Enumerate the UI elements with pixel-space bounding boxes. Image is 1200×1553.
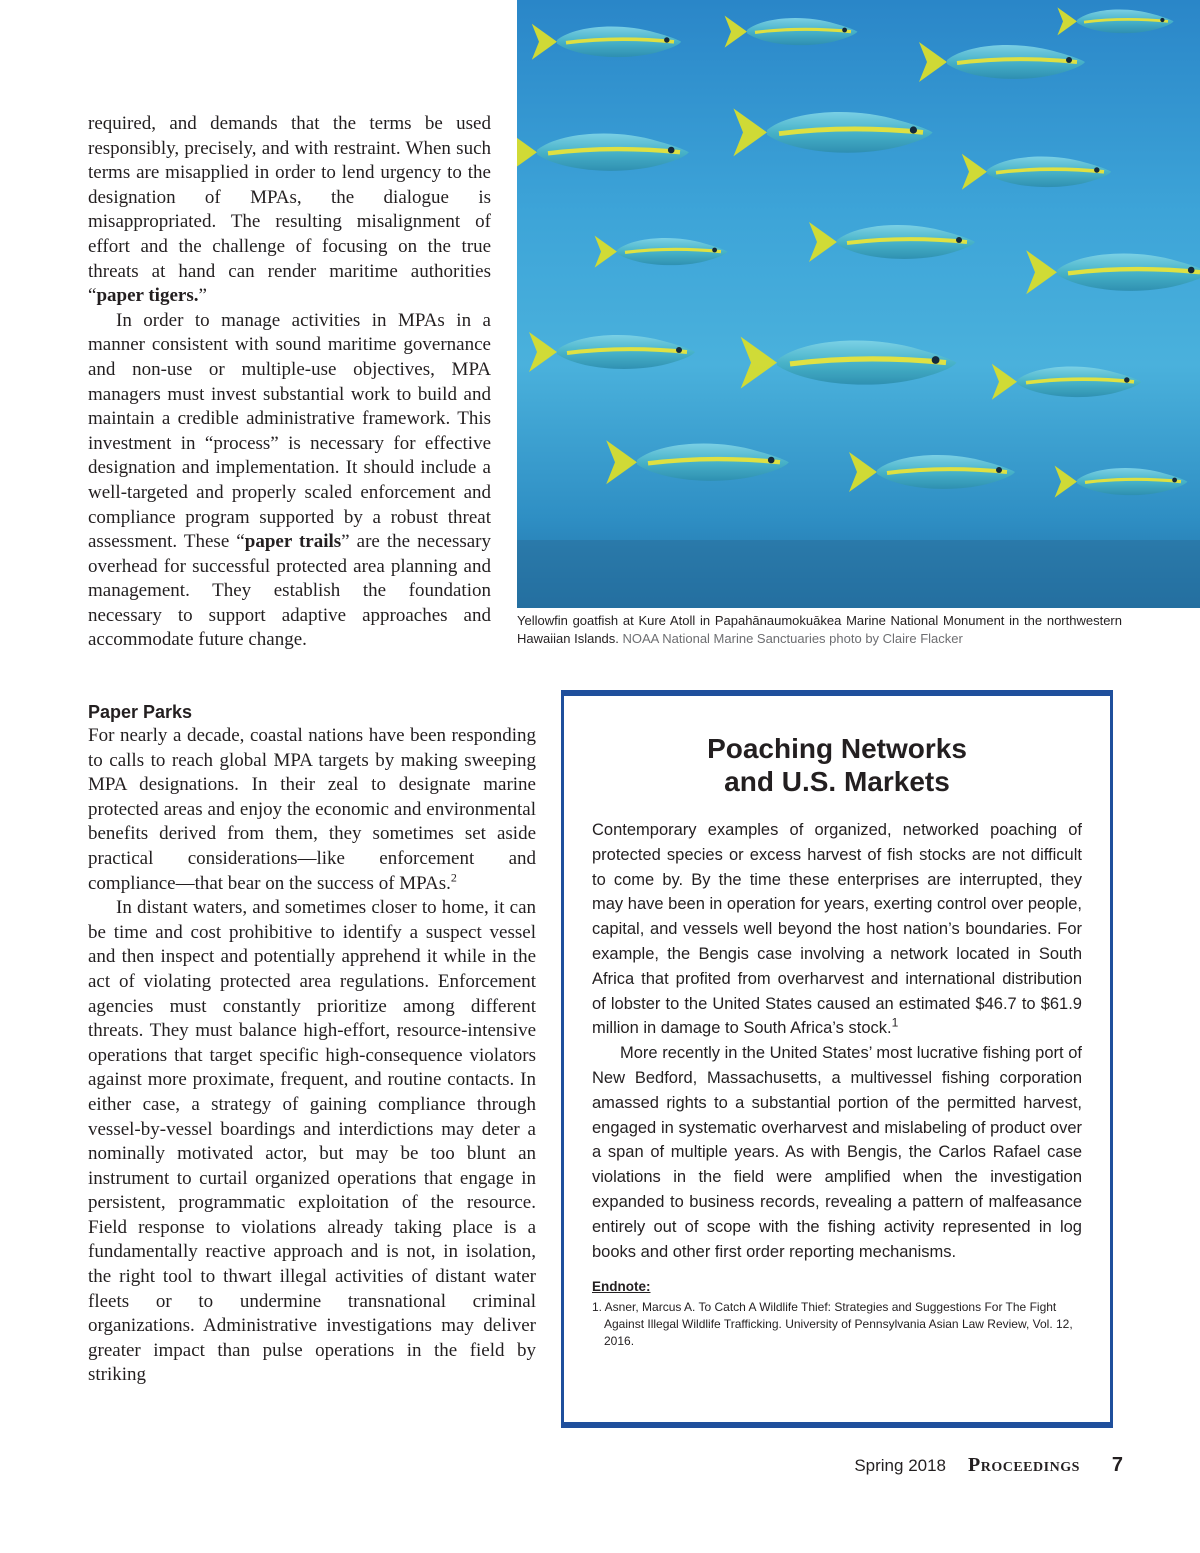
- sidebar-title: Poaching Networks and U.S. Markets: [707, 733, 967, 797]
- photo-credit: NOAA National Marine Sanctuaries photo by Claire Flacker: [622, 631, 963, 646]
- fish-school-illustration: [517, 0, 1200, 608]
- emphasis-paper-trails: paper trails: [244, 531, 342, 553]
- paragraph: In order to manage activities in MPAs in a manner consistent with sound maritime governance and non-use or multiple-use objectives, MPA managers must invest substantial work to build and maintain a credible administrative framework. This investment in “process” is necessary for effective designation and implementation. It should include a well-targeted and properly scaled enforcement and compliance program supported by a robust threat assessment. These “paper trails” are the necessary overhead for successful protected area planning and management. They establish the foundation necessary to support adaptive approaches and accommodate future change.: [88, 309, 492, 651]
- emphasis-paper-tigers: paper tigers.: [96, 285, 199, 307]
- sidebar-box: [561, 690, 1113, 1428]
- paragraph: required, and demands that the terms be used responsibly, precisely, and with restraint. When such terms are misapplied in order to lend urgency to the designation of MPAs, the dialogue is misappropriated. The resulting misalignment of effort and the challenge of focusing on the true threats at hand can render maritime authorities “paper tigers.”: [88, 113, 491, 307]
- footnote-ref: 2: [450, 870, 457, 885]
- photo-caption: Yellowfin goatfish at Kure Atoll in Papahānaumokuākea Marine National Monument in the northwestern Hawaiian Islands. NOAA National Marine Sanctuaries photo by Claire Flacker: [517, 613, 1122, 646]
- paragraph: More recently in the United States’ most lucrative fishing port of New Bedford, Massachusetts, a multivessel fishing corporation amassed rights to a substantial portion of the permitted harvest, engaged in systematic overharvest and mislabeling of product over a span of multiple years. As with Bengis, the Carlos Rafael case violations in the field were amplified when the investigation expanded to business records, revealing a pattern of malfeasance entirely out of scope with the fishing activity represented in log books and other first order reporting mechanisms.: [592, 1044, 1082, 1261]
- paper-parks-section: [88, 700, 536, 1388]
- endnote-heading: Endnote:: [592, 1279, 651, 1295]
- endnote: 1. Asner, Marcus A. To Catch A Wildlife Thief: Strategies and Suggestions For The Fight Against Illegal Wildlife Trafficking. University of Pennsylvania Asian Law Review, Vol. 12, 2016.: [592, 1300, 1073, 1349]
- paragraph: For nearly a decade, coastal nations have been responding to calls to reach global MPA targets by making sweeping MPA designations. In their zeal to designate marine protected areas and enjoy the economic and environmental benefits derived from them, they sometimes set aside practical considerations—like enforcement and compliance—that bear on the success of MPAs.$^2$: [88, 725, 536, 894]
- magazine-name: Proceedings: [968, 1454, 1080, 1476]
- paragraph: In distant waters, and sometimes closer to home, it can be time and cost prohibitive to identify a suspect vessel and then inspect and potentially apprehend it while in the act of violating protected area regulations. Enforcement agencies must constantly prioritize among different threats. They must balance high-effort, resource-intensive operations that target specific high-consequence violators against more proximate, frequent, and routine contacts. In either case, a strategy of gaining compliance through vessel-by-vessel boardings and interdictions may deter a nominally motivated actor, but may be too blunt an instrument to curtail organized operations that engage in persistent, programmatic exploitation of the resource. Field response to violations already taking place is a fundamentally reactive approach and is not, in isolation, the right tool to thwart illegal activities of distant water fleets or to undermine transnational criminal organizations. Administrative investigations may deliver greater impact than pulse operations in the field by striking: [88, 897, 536, 1386]
- page-number: 7: [1111, 1454, 1123, 1476]
- page-footer: [793, 1454, 1123, 1482]
- footnote-ref: 1: [891, 1015, 899, 1030]
- top-text-column: [88, 112, 491, 653]
- section-heading: Paper Parks: [88, 702, 193, 722]
- goatfish-photo: [517, 0, 1200, 608]
- paragraph: Contemporary examples of organized, networked poaching of protected species or excess harvest of fish stocks are not difficult to come by. By the time these enterprises are interrupted, they may have been in operation for years, exerting control over people, capital, and vessels well beyond the host nation’s boundaries. For example, the Bengis case involving a network located in South Africa that profited from overharvest and international distribution of lobster to the United States caused an estimated $46.7 to $61.9 million in damage to South Africa’s stock.$^1$: [592, 821, 1082, 1038]
- sidebar-body: [592, 818, 1082, 1264]
- issue-date: Spring 2018: [854, 1456, 947, 1475]
